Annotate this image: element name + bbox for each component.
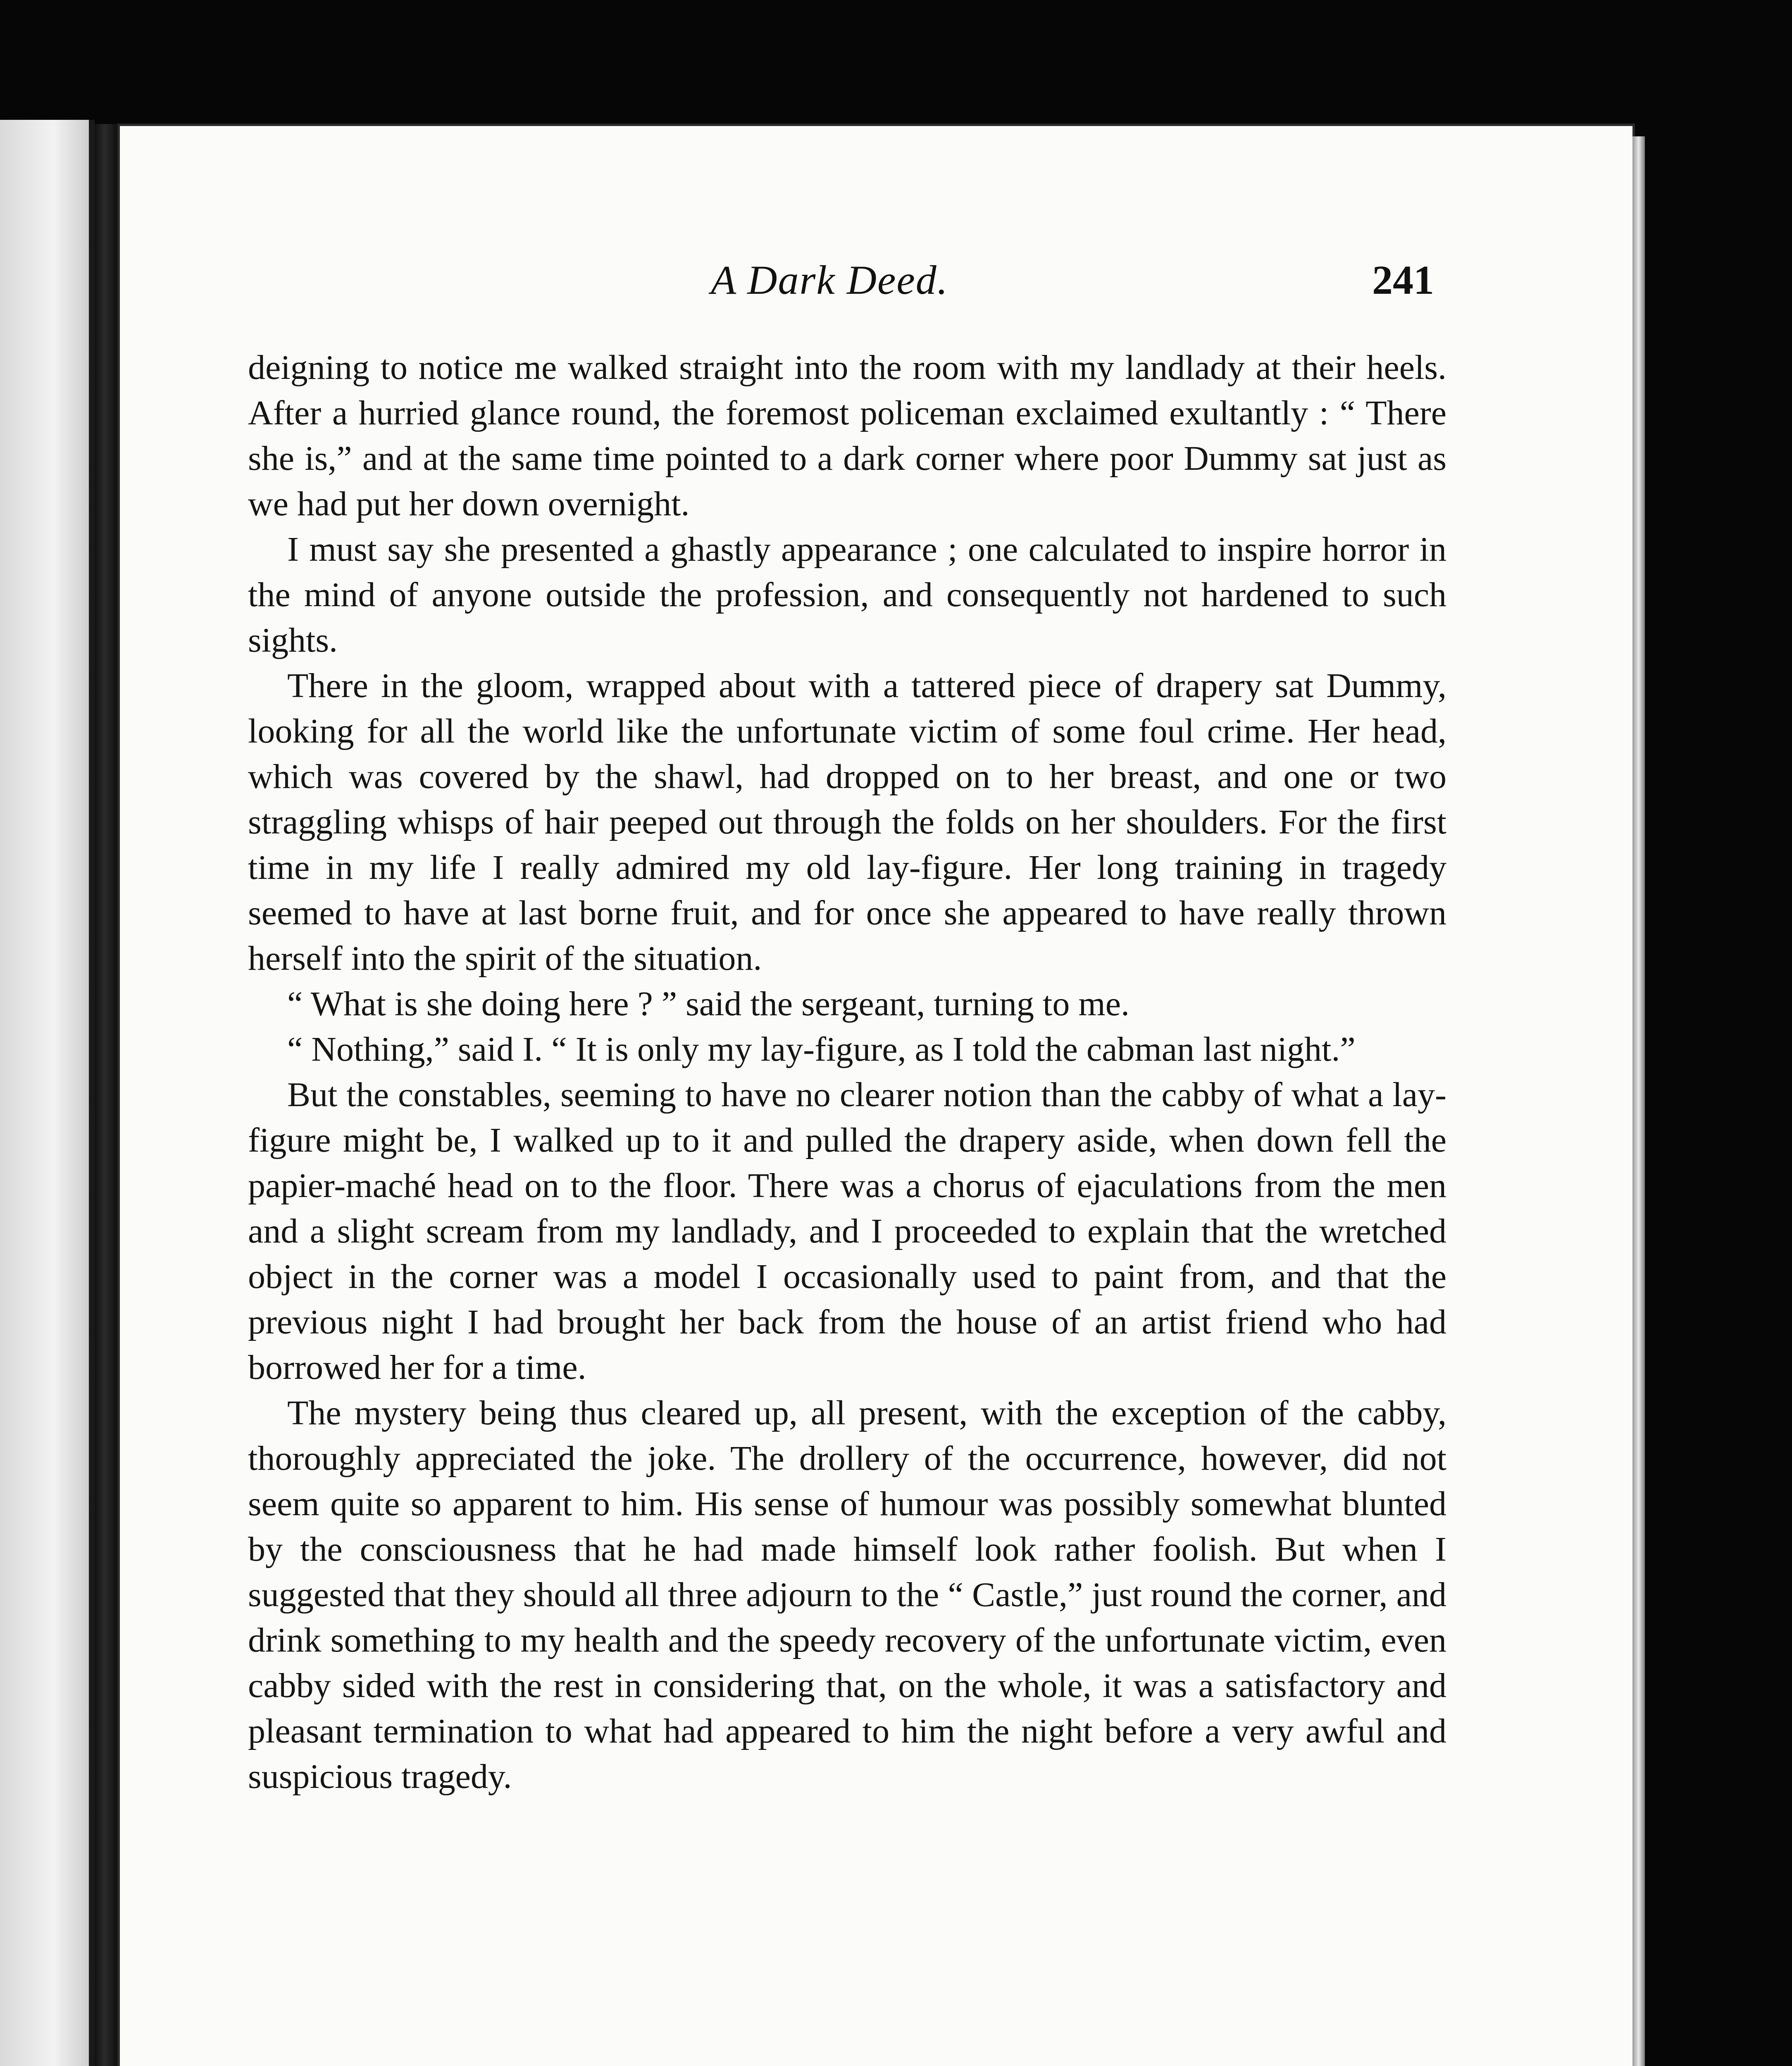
- running-title: A Dark Deed.: [711, 257, 948, 303]
- paragraph: deigning to notice me walked straight into the room with my landlady at their heels. After a hurried glance round, the foremost policeman exclaimed exultantly : “ There she is,” and at the same time pointed to a dark corner where poor Dummy sat just as we had put her down overnight.: [248, 348, 1446, 523]
- book-gutter: [95, 124, 119, 2066]
- paragraph: “ Nothing,” said I. “ It is only my lay-figure, as I told the cabman last night.”: [287, 1030, 1356, 1069]
- paragraph: “ What is she doing here ? ” said the sergeant, turning to me.: [287, 985, 1130, 1023]
- body-text: [248, 345, 1446, 1799]
- paragraph: But the constables, seeming to have no clearer notion than the cabby of what a lay-figure might be, I walked up to it and pulled the drapery aside, when down fell the papier-maché head on to the floor. There was a chorus of ejaculations from the men and a slight scream from my landlady, and I proceeded to explain that the wretched object in the corner was a model I occasionally used to paint from, and that the previous night I had brought her back from the house of an artist friend who had borrowed her for a time.: [248, 1076, 1446, 1387]
- left-page-edge: [0, 120, 95, 2066]
- page-edge: [1632, 136, 1645, 2066]
- paragraph: I must say she presented a ghastly appearance ; one calculated to inspire horror in the mind of anyone outside the profession, and consequently not hardened to such sights.: [248, 530, 1446, 659]
- page-number: 241: [1372, 257, 1434, 303]
- paragraph: There in the gloom, wrapped about with a tattered piece of drapery sat Dummy, looking for all the world like the unfortunate victim of some foul crime. Her head, which was covered by the shawl, had dropped on to her breast, and one or two straggling whisps of hair peeped out through the folds on her shoulders. For the first time in my life I really admired my old lay-figure. Her long training in tragedy seemed to have at last borne fruit, and for once she appeared to have really thrown herself into the spirit of the situation.: [248, 666, 1446, 978]
- paragraph: The mystery being thus cleared up, all present, with the exception of the cabby, thoroughly appreciated the joke. The drollery of the occurrence, however, did not seem quite so apparent to him. His sense of humour was possibly somewhat blunted by the consciousness that he had made himself look rather foolish. But when I suggested that they should all three adjourn to the “ Castle,” just round the corner, and drink something to my health and the speedy recovery of the unfortunate victim, even cabby sided with the rest in considering that, on the whole, it was a satisfactory and pleasant termination to what had appeared to him the night before a very awful and suspicious tragedy.: [248, 1394, 1446, 1796]
